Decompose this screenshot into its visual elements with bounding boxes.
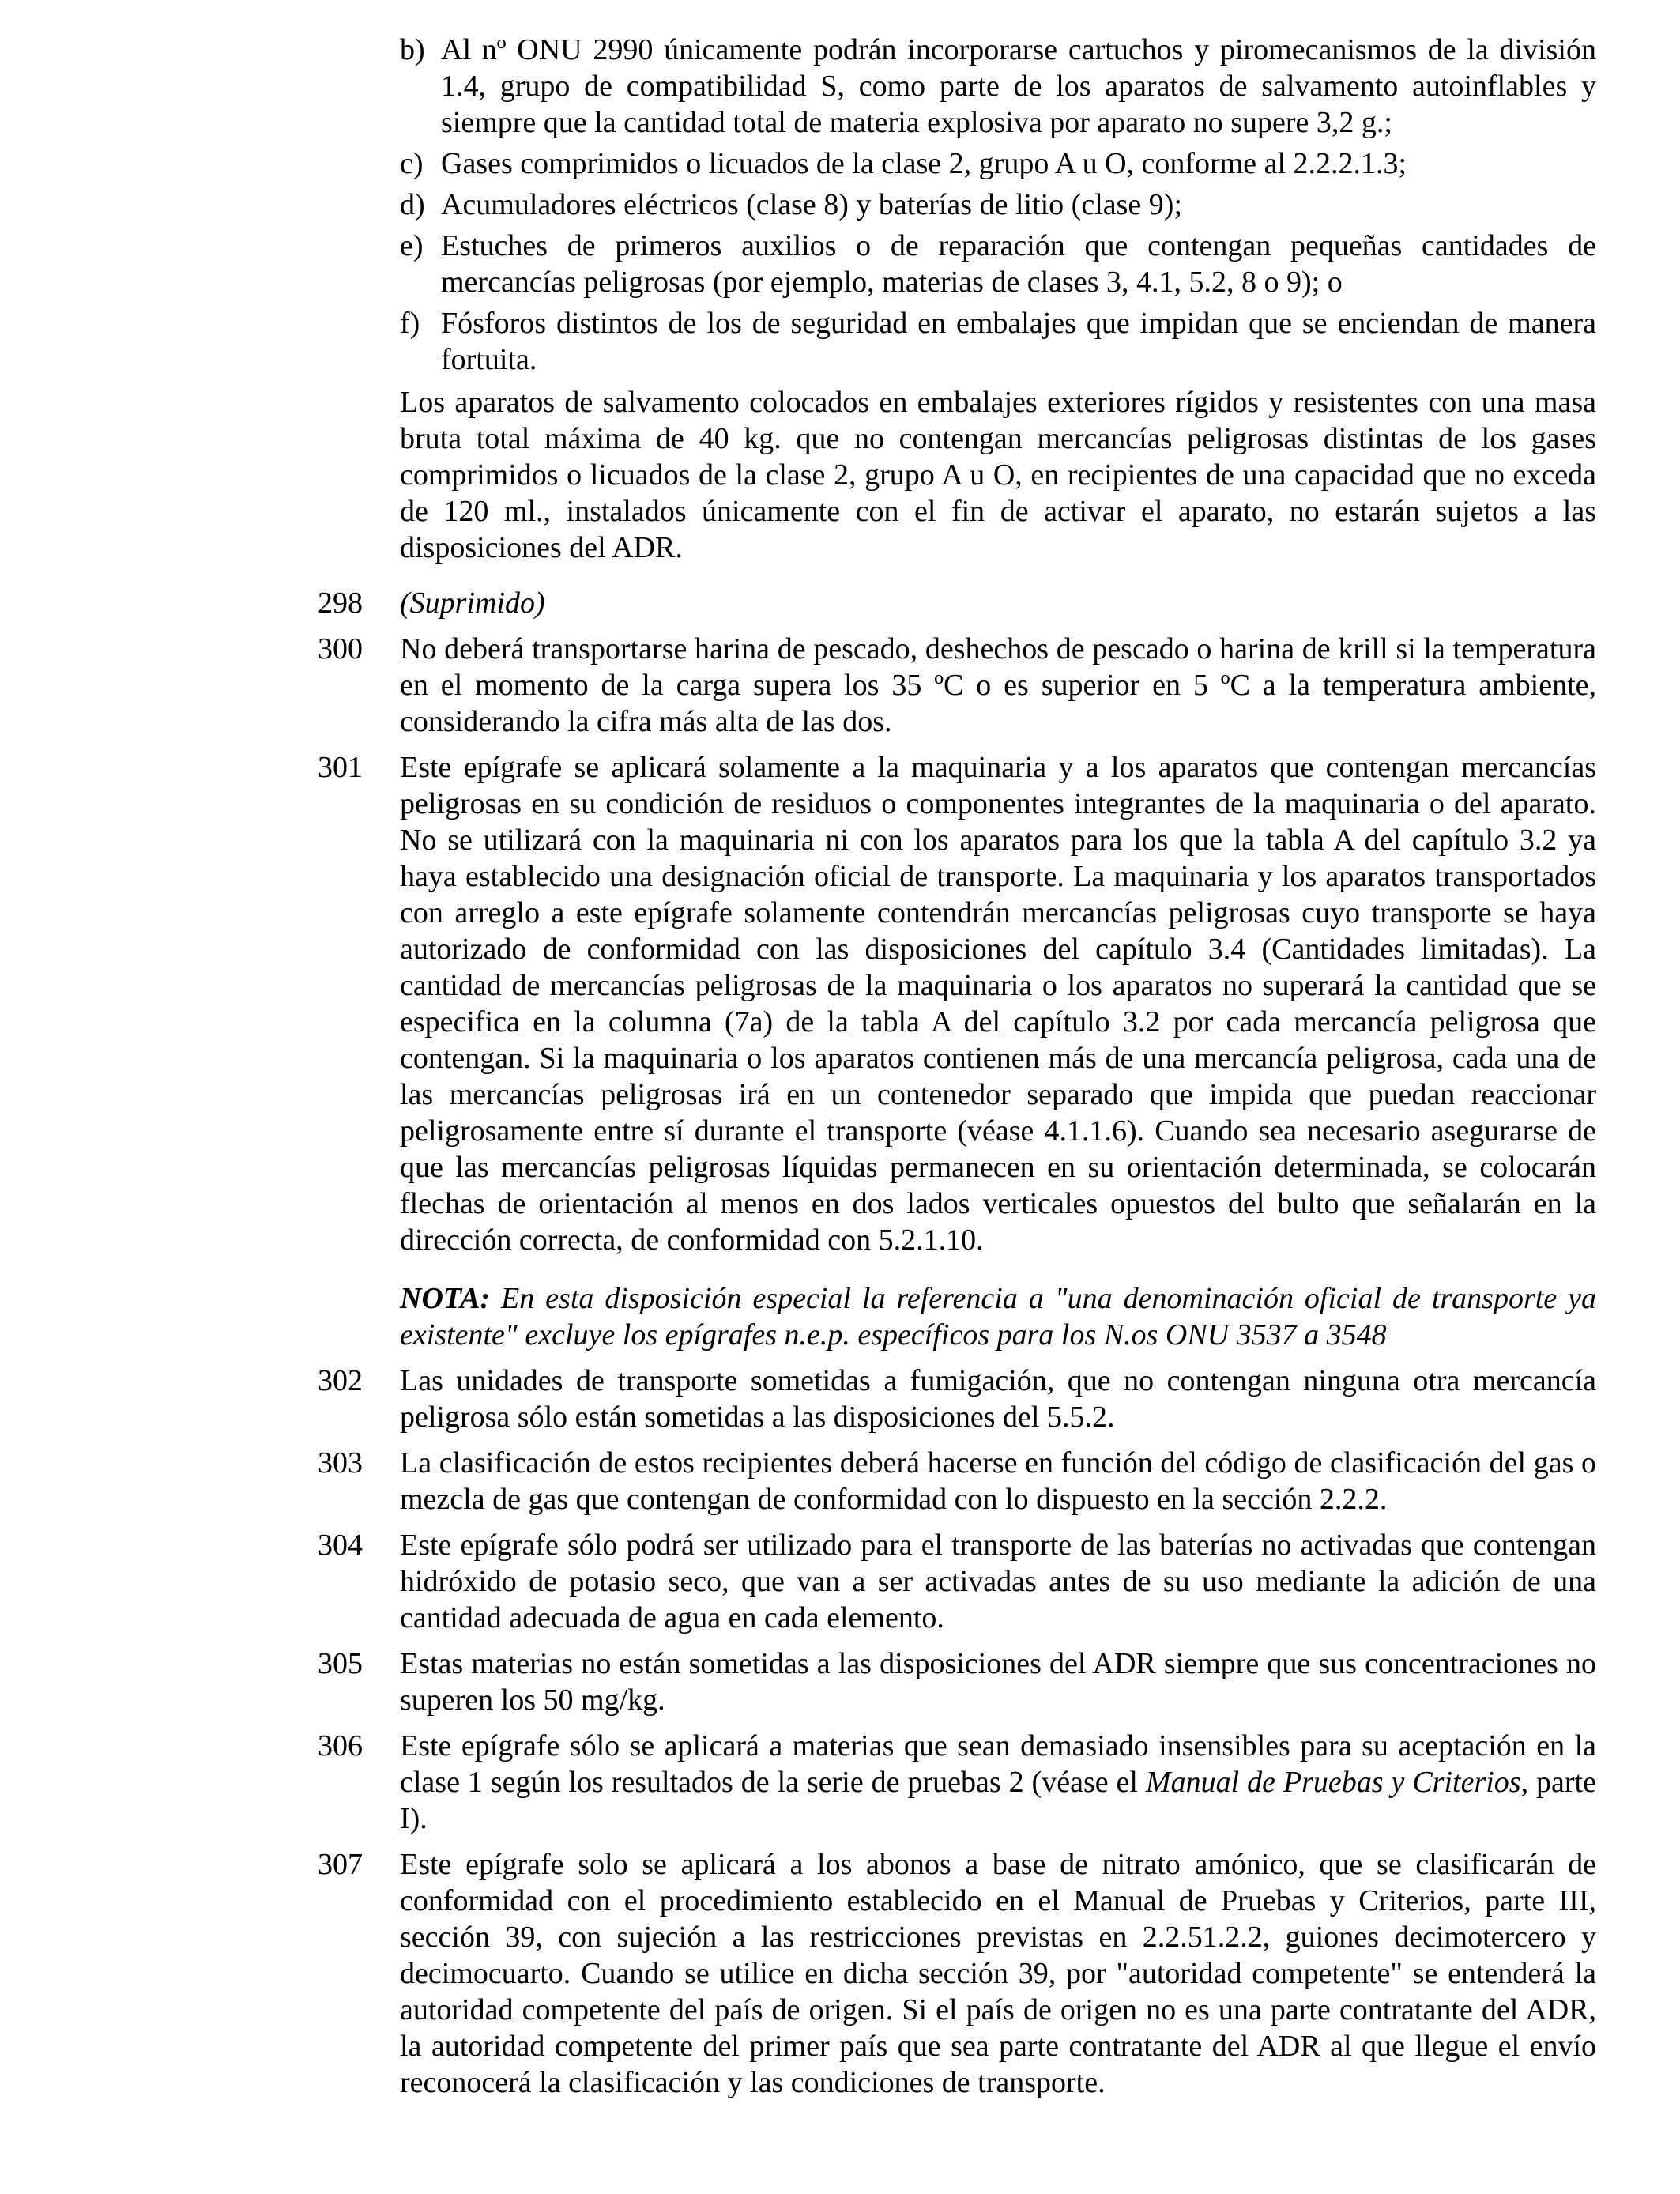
provision-text: Este epígrafe solo se aplicará a los abonos a base de nitrato amónico, que se clasificarán de conformidad con el procedimiento establecido en el Manual de Pruebas y Criterios, parte III, sección 39, con sujeción a las restricciones previstas en 2.2.51.2.2, guiones decimotercero y decimocuarto. Cuando se utilice en dicha sección 39, por "autoridad competente" se entenderá la autoridad competente del país de origen. Si el país de origen no es una parte contratante del ADR, la autoridad competente del primer país que sea parte contratante del ADR al que llegue el envío reconocerá la clasificación y las condiciones de transporte. — [400, 1848, 1596, 2099]
provision-number: 303 — [318, 1446, 363, 1480]
note-label: NOTA: — [400, 1282, 490, 1315]
list-item-text: Estuches de primeros auxilios o de reparación que contengan pequeñas cantidades de mercancías peligrosas (por ejemplo, materias de clases 3, 4.1, 5.2, 8 o 9); o — [441, 229, 1596, 299]
provision-number: 298 — [318, 586, 363, 620]
list-item-d — [400, 187, 1596, 223]
provision-304 — [318, 1527, 1596, 1636]
provision-number: 306 — [318, 1729, 363, 1762]
special-provisions-list — [0, 585, 1680, 2110]
list-item-label: e) — [400, 229, 424, 262]
closing-paragraph: Los aparatos de salvamento colocados en embalajes exteriores rígidos y resistentes con una masa bruta total máxima de 40 kg. que no contengan mercancías peligrosas distintas de los gases comprimidos o licuados de la clase 2, grupo A u O, en recipientes de una capacidad que no exceda de 120 ml., instalados únicamente con el fin de activar el aparato, no estarán sujetos a las disposiciones del ADR. — [400, 386, 1596, 564]
list-item-label: d) — [400, 188, 425, 221]
provision-text: Este epígrafe se aplicará solamente a la maquinaria y a los aparatos que contengan mercancías peligrosas en su condición de residuos o componentes integrantes de la maquinaria o del aparato. No se utilizará con la maquinaria ni con los aparatos para los que la tabla A del capítulo 3.2 ya haya establecido una designación oficial de transporte. La maquinaria y los aparatos transportados con arreglo a este epígrafe solamente contendrán mercancías peligrosas cuyo transporte se haya autorizado de conformidad con las disposiciones del capítulo 3.4 (Cantidades limitadas). La cantidad de mercancías peligrosas de la maquinaria o los aparatos no superará la cantidad que se especifica en la columna (7a) de la tabla A del capítulo 3.2 por cada mercancía peligrosa que contengan. Si la maquinaria o los aparatos contienen más de una mercancía peligrosa, cada una de las mercancías peligrosas irá en un contenedor separado que impida que puedan reaccionar peligrosamente entre sí durante el transporte (véase 4.1.1.6). Cuando sea necesario asegurarse de que las mercancías peligrosas líquidas permanecen en su orientación determinada, se colocarán flechas de orientación al menos en dos lados verticales opuestos del bulto que señalarán en la dirección correcta, de conformidad con 5.2.1.10. — [400, 751, 1596, 1257]
note-text: En esta disposición especial la referencia a "una denominación oficial de transporte ya existente" excluye los epígrafes n.e.p. específicos para los N.os ONU 3537 a 3548 — [400, 1282, 1597, 1351]
provision-number: 302 — [318, 1364, 363, 1397]
provision-307 — [318, 1846, 1596, 2101]
provision-305 — [318, 1646, 1596, 1718]
list-item-label: c) — [400, 147, 424, 180]
provision-text: Estas materias no están sometidas a las disposiciones del ADR siempre que sus concentraciones no superen los 50 mg/kg. — [400, 1647, 1596, 1717]
provision-number: 307 — [318, 1848, 363, 1881]
provision-300 — [318, 631, 1596, 740]
provision-number: 301 — [318, 751, 363, 784]
provision-number: 300 — [318, 632, 363, 665]
list-item-text: Acumuladores eléctricos (clase 8) y baterías de litio (clase 9); — [441, 188, 1182, 221]
list-item-e — [400, 228, 1596, 300]
provision-298 — [318, 585, 1596, 621]
list-item-text: Fósforos distintos de los de seguridad en embalajes que impidan que se enciendan de manera fortuita. — [441, 307, 1596, 376]
manual-title-reference: Manual de Pruebas y Criterios — [1145, 1766, 1521, 1799]
provision-306 — [318, 1728, 1596, 1837]
provision-text-part: Este epígrafe sólo se aplicará a materias que sean demasiado insensibles para su aceptación en la clase 1 según los resultados de la serie de pruebas 2 (véase el — [400, 1729, 1596, 1799]
provision-text: No deberá transportarse harina de pescado, deshechos de pescado o harina de krill si la temperatura en el momento de la carga supera los 35 ºC o es superior en 5 ºC a la temperatura ambiente, considerando la cifra más alta de las dos. — [400, 632, 1596, 738]
provision-text-part: , parte I). — [400, 1766, 1596, 1835]
list-item-f — [400, 305, 1596, 378]
provision-note — [400, 1280, 1596, 1353]
provision-number: 304 — [318, 1529, 363, 1562]
list-item-label: b) — [400, 33, 425, 66]
provision-text: (Suprimido) — [400, 586, 545, 620]
list-item-label: f) — [400, 307, 420, 340]
provision-number: 305 — [318, 1647, 363, 1680]
provision-text: Las unidades de transporte sometidas a fumigación, que no contengan ninguna otra mercancía peligrosa sólo están sometidas a las disposiciones del 5.5.2. — [400, 1364, 1596, 1434]
provision-302 — [318, 1363, 1596, 1435]
list-item-text: Al nº ONU 2990 únicamente podrán incorporarse cartuchos y piromecanismos de la división 1.4, grupo de compatibilidad S, como parte de los aparatos de salvamento autoinflables y siempre que la cantidad total de materia explosiva por aparato no supere 3,2 g.; — [441, 33, 1596, 139]
list-item-text: Gases comprimidos o licuados de la clase 2, grupo A u O, conforme al 2.2.2.1.3; — [441, 147, 1407, 180]
provision-text: Este epígrafe sólo podrá ser utilizado para el transporte de las baterías no activadas que contengan hidróxido de potasio seco, que van a ser activadas antes de su uso mediante la adición de una cantidad adecuada de agua en cada elemento. — [400, 1529, 1596, 1634]
provision-301 — [318, 749, 1597, 1353]
provision-text: La clasificación de estos recipientes deberá hacerse en función del código de clasificación del gas o mezcla de gas que contengan de conformidad con lo dispuesto en la sección 2.2.2. — [400, 1446, 1596, 1516]
provision-text — [400, 1728, 1596, 1837]
list-item-c — [400, 145, 1596, 182]
provision-303 — [318, 1445, 1596, 1517]
sub-item-list — [0, 32, 1680, 566]
list-item-b — [400, 32, 1596, 141]
